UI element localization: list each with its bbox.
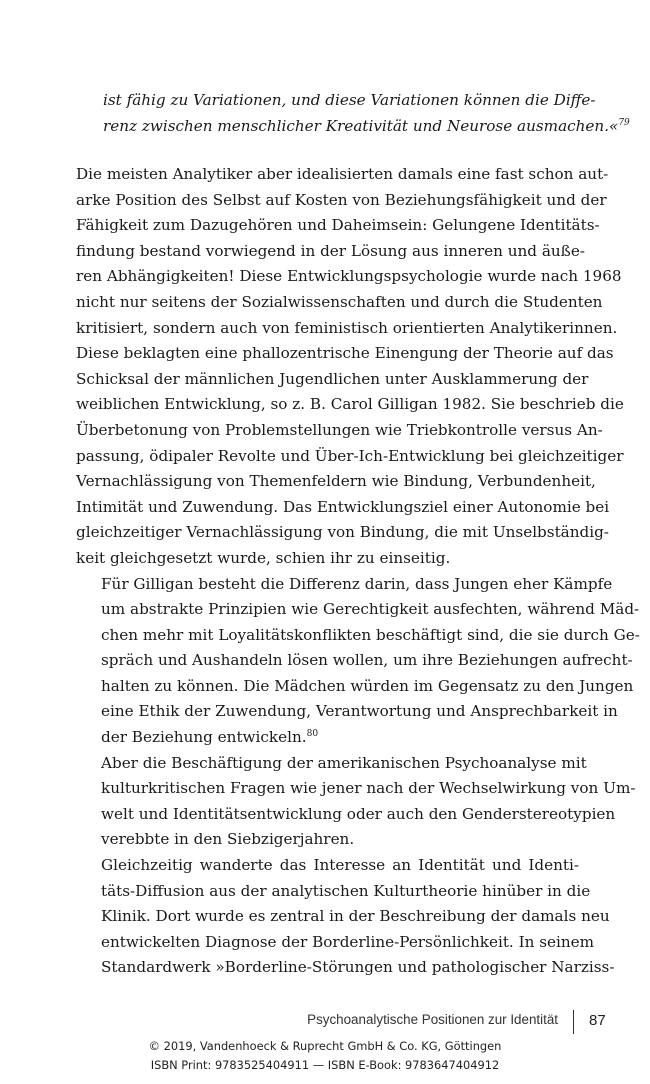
text-line: gleichzeitiger Vernachlässigung von Bindung, die mit Unselbständig- xyxy=(76,523,609,542)
footnote-marker[interactable]: 80 xyxy=(306,729,319,740)
paragraph xyxy=(76,853,615,981)
running-footer xyxy=(0,1012,650,1036)
text-line: Klinik. Dort wurde es zentral in der Beschreibung der damals neu xyxy=(101,907,610,926)
text-line: verebbte in den Siebzigerjahren. xyxy=(101,830,355,849)
text-line: Fähigkeit zum Dazugehören und Daheimsein: Gelungene Identitäts- xyxy=(76,216,600,235)
page-number: 87 xyxy=(589,1012,606,1029)
text-line: chen mehr mit Loyalitätskonflikten beschäftigt sind, die sie durch Ge- xyxy=(101,625,640,644)
text-line: kritisiert, sondern auch von feministisch orientierten Analytikerinnen. xyxy=(76,318,618,337)
text-line: täts-Diffusion aus der analytischen Kulturtheorie hinüber in die xyxy=(101,881,591,900)
text-line: der Beziehung entwickeln.$^{80}$ xyxy=(101,728,319,747)
body-text xyxy=(76,162,640,981)
paragraph xyxy=(76,162,624,572)
text-line: findung bestand vorwiegend in der Lösung aus inneren und äuße- xyxy=(76,241,585,260)
text-line: Intimität und Zuwendung. Das Entwicklungsziel einer Autonomie bei xyxy=(76,497,610,516)
copyright-notice xyxy=(0,1037,650,1075)
text-line: arke Position des Selbst auf Kosten von Beziehungsfähigkeit und der xyxy=(76,190,607,209)
text-line: Diese beklagten eine phallozentrische Einengung der Theorie auf das xyxy=(76,344,614,363)
text-line: halten zu können. Die Mädchen würden im Gegensatz zu den Jungen xyxy=(101,676,634,695)
text-line: Schicksal der männlichen Jugendlichen unter Ausklammerung der xyxy=(76,369,589,388)
text-line: keit gleichgesetzt wurde, schien ihr zu einseitig. xyxy=(76,548,451,567)
text-line: ren Abhängigkeiten! Diese Entwicklungspsychologie wurde nach 1968 xyxy=(76,267,622,286)
paragraph xyxy=(76,751,636,853)
text-line: Standardwerk »Borderline-Störungen und pathologischer Narziss- xyxy=(101,958,615,977)
footnote-marker[interactable]: 79 xyxy=(618,117,630,128)
copyright-line: © 2019, Vandenhoeck & Ruprecht GmbH & Co. KG, Göttingen xyxy=(148,1039,502,1053)
text-line: Gleichzeitig wanderte das Interesse an Identität und Identi- xyxy=(101,856,579,875)
text-line: kulturkritischen Fragen wie jener nach der Wechselwirkung von Um- xyxy=(101,779,636,798)
text-line: spräch und Aushandeln lösen wollen, um ihre Beziehungen aufrecht- xyxy=(101,651,633,670)
text-line: entwickelten Diagnose der Borderline-Persönlichkeit. In seinem xyxy=(101,932,595,951)
text-line: Vernachlässigung von Themenfeldern wie Bindung, Verbundenheit, xyxy=(76,472,596,491)
block-quote xyxy=(103,88,630,139)
text-line: Aber die Beschäftigung der amerikanischen Psychoanalyse mit xyxy=(101,753,587,772)
text-line: Für Gilligan besteht die Differenz darin, dass Jungen eher Kämpfe xyxy=(101,574,613,593)
text-line: um abstrakte Prinzipien wie Gerechtigkeit ausfechten, während Mäd- xyxy=(101,600,640,619)
text-line: Überbetonung von Problemstellungen wie Triebkontrolle versus An- xyxy=(76,420,603,439)
paragraph xyxy=(76,572,640,751)
text-line: eine Ethik der Zuwendung, Verantwortung und Ansprechbarkeit in xyxy=(101,702,618,721)
text-line: welt und Identitätsentwicklung oder auch den Genderstereotypien xyxy=(101,804,616,823)
quote-line: renz zwischen menschlicher Kreativität und Neurose ausmachen.«$^{79}$ xyxy=(103,116,630,135)
text-line: Die meisten Analytiker aber idealisierten damals eine fast schon aut- xyxy=(76,165,609,183)
isbn-line: ISBN Print: 9783525404911 — ISBN E-Book: 9783647404912 xyxy=(150,1058,500,1072)
footer-divider xyxy=(573,1010,574,1034)
text-line: passung, ödipaler Revolte und Über-Ich-Entwicklung bei gleichzeitiger xyxy=(76,446,624,465)
running-title: Psychoanalytische Positionen zur Identität xyxy=(307,1012,558,1027)
text-line: nicht nur seitens der Sozialwissenschaften und durch die Studenten xyxy=(76,292,603,311)
quote-line: ist fähig zu Variationen, und diese Variationen können die Diffe- xyxy=(103,91,596,109)
text-line: weiblichen Entwicklung, so z. B. Carol Gilligan 1982. Sie beschrieb die xyxy=(76,395,624,414)
